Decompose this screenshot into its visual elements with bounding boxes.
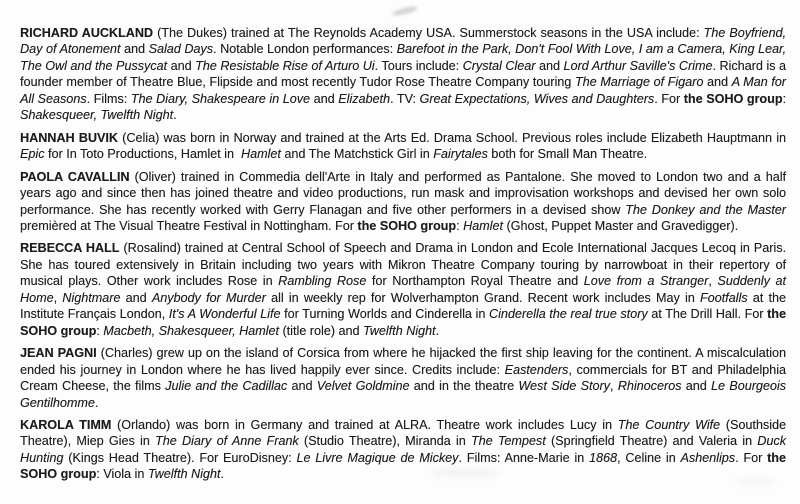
- italic-title-text: Nightmare: [62, 290, 121, 305]
- italic-title-text: Julie and the Cadillac: [165, 379, 288, 394]
- italic-title-text: Duck Hunting: [20, 434, 786, 465]
- italic-title-text: Anybody for Murder: [151, 290, 266, 305]
- body-text: :: [782, 91, 787, 106]
- body-text: and: [310, 91, 339, 106]
- body-text: both for Small Man Theatre.: [487, 147, 648, 162]
- italic-title-text: Le Livre Magique de Mickey: [296, 450, 459, 465]
- body-text: . For: [735, 450, 768, 465]
- italic-title-text: Rhinoceros: [617, 379, 682, 394]
- italic-title-text: Hamlet: [240, 147, 281, 162]
- italic-title-text: The Diary of Anne Frank: [155, 434, 299, 449]
- body-text: , Celine in: [617, 450, 681, 465]
- italic-title-text: Crystal Clear: [462, 58, 536, 73]
- body-text: (Springfield Theatre) and Valeria in: [545, 434, 758, 449]
- body-text: and: [120, 290, 152, 305]
- bold-name-text: the SOHO group: [357, 218, 457, 233]
- body-text: (Kings Head Theatre). For EuroDisney:: [63, 450, 297, 465]
- body-text: ,: [609, 379, 618, 394]
- body-text: (The Dukes) trained at The Reynolds Academy USA. Summerstock seasons in the USA include:: [153, 26, 704, 40]
- bold-name-text: KAROLA TIMM: [20, 417, 112, 432]
- body-text: : Viola in: [96, 467, 148, 482]
- body-text: . Tours include:: [374, 58, 463, 73]
- italic-title-text: Salad Days: [148, 42, 214, 57]
- bold-name-text: REBECCA HALL: [20, 241, 120, 256]
- body-text: . TV:: [390, 91, 420, 106]
- body-text: (Studio Theatre), Miranda in: [298, 434, 471, 449]
- italic-title-text: Suddenly at Home: [20, 274, 786, 305]
- bio-paragraph-richard-auckland: [20, 25, 786, 124]
- italic-title-text: 1868: [589, 450, 618, 465]
- italic-title-text: West Side Story: [518, 379, 610, 394]
- body-text: all in weekly rep for Wolverhampton Grand. Recent work includes May in: [265, 290, 700, 305]
- bio-paragraph-karola-timm: [20, 417, 786, 483]
- italic-title-text: Barefoot in the Park, Don't Fool With Love, I am a Camera, King Lear, The Owl and the Pussycat: [20, 42, 787, 73]
- body-text: and: [703, 75, 732, 90]
- body-text: (Ghost, Puppet Master and Gravedigger).: [502, 218, 739, 233]
- italic-title-text: The Marriage of Figaro: [574, 75, 704, 90]
- body-text: (Oliver) trained in Commedia dell'Arte in Italy and performed as Pantalone. She moved to London two and a half years ago and since then has joined theatre and video productions, run mask and improvisation workshops and devised her own solo performance. She has recently worked with Gerry Flanagan and five other performers in a devised show: [20, 169, 787, 217]
- italic-title-text: Elizabeth: [338, 91, 391, 106]
- italic-title-text: Fairytales: [433, 147, 488, 162]
- bold-name-text: RICHARD AUCKLAND: [20, 26, 154, 40]
- italic-title-text: Hamlet: [463, 218, 503, 233]
- body-text: at the Institute Français London,: [20, 290, 786, 322]
- body-text: and: [120, 42, 149, 57]
- body-text: ,: [708, 274, 718, 289]
- italic-title-text: The Diary, Shakespeare in Love: [130, 91, 311, 106]
- body-text: and The Matchstick Girl in: [280, 147, 434, 162]
- body-text: .: [220, 467, 224, 482]
- bold-name-text: JEAN PAGNI: [20, 346, 97, 361]
- bio-paragraph-jean-pagni: [20, 345, 786, 411]
- italic-title-text: Velvet Goldmine: [316, 379, 410, 394]
- body-text: for Northampton Royal Theatre and: [366, 274, 584, 289]
- body-text: . Richard is a founder member of Theatre Blue, Flipside and most recently Tudor Rose Theatre Company touring: [20, 58, 786, 90]
- bold-name-text: HANNAH BUVIK: [20, 130, 118, 145]
- body-text: for In Toto Productions, Hamlet in: [44, 147, 241, 162]
- bold-name-text: the SOHO group: [20, 450, 786, 482]
- body-text: (Southside Theatre), Miep Gies in: [20, 417, 787, 449]
- body-text: at The Drill Hall. For: [647, 307, 768, 322]
- body-text: .: [435, 323, 440, 338]
- body-text: . Films:: [86, 91, 131, 106]
- italic-title-text: Macbeth, Shakesqueer, Hamlet: [103, 323, 279, 338]
- body-text: .: [94, 395, 99, 410]
- body-text: (Orlando) was born in Germany and trained at ALRA. Theatre work includes Lucy in: [111, 417, 618, 432]
- italic-title-text: Twelfth Night: [147, 467, 221, 482]
- body-text: . For: [654, 91, 684, 106]
- scan-smudge-top: [392, 5, 419, 17]
- bio-paragraph-hannah-buvik: [20, 130, 786, 163]
- body-text: and: [681, 379, 712, 394]
- body-text: :: [96, 323, 104, 338]
- body-text: ,: [53, 290, 63, 305]
- body-text: (Rosalind) trained at Central School of Speech and Drama in London and Ecole International Jacques Lecoq in Paris. She has toured extensively in Britain including two years with Mikron Theatre Company touring by narrowboat in their repertory of musical plays. Other work includes Rose in: [20, 241, 786, 289]
- italic-title-text: It's A Wonderful Life: [168, 307, 281, 322]
- italic-title-text: The Boyfriend, Day of Atonement: [20, 26, 787, 57]
- bio-paragraph-rebecca-hall: [20, 240, 786, 339]
- bold-name-text: the SOHO group: [683, 91, 783, 106]
- italic-title-text: The Donkey and the Master: [625, 202, 786, 217]
- body-text: . Notable London performances:: [213, 42, 397, 57]
- italic-title-text: The Tempest: [470, 434, 546, 449]
- italic-title-text: Twelfth Night: [362, 323, 436, 338]
- bio-paragraph-paola-cavallin: [20, 169, 786, 235]
- italic-title-text: Shakesqueer, Twelfth Night: [20, 108, 174, 123]
- body-text: and: [167, 58, 196, 73]
- italic-title-text: Rambling Rose: [278, 274, 367, 289]
- body-text: .: [173, 108, 177, 123]
- body-text: , commercials for BT and Philadelphia Cream Cheese, the films: [20, 362, 786, 394]
- body-text: (Charles) grew up on the island of Corsica from where he hijacked the first ship leaving for the continent. A miscalculation ended his journey in London where he has lived happily ever since. Credits include:: [20, 346, 786, 377]
- italic-title-text: Ashenlips: [680, 450, 736, 465]
- bold-name-text: PAOLA CAVALLIN: [20, 169, 130, 184]
- italic-title-text: The Resistable Rise of Arturo Ui: [195, 58, 375, 73]
- bio-paragraphs: [20, 25, 786, 483]
- body-text: . Films: Anne-Marie in: [458, 450, 589, 465]
- italic-title-text: Cinderella the real true story: [488, 307, 648, 322]
- body-text: premièred at The Visual Theatre Festival in Nottingham. For: [20, 218, 358, 233]
- italic-title-text: Eastenders: [504, 362, 569, 377]
- body-text: and in the theatre: [409, 379, 519, 394]
- body-text: (title role) and: [278, 323, 363, 338]
- body-text: and: [287, 379, 317, 394]
- italic-title-text: Great Expectations, Wives and Daughters: [419, 91, 655, 106]
- italic-title-text: The Country Wife: [617, 417, 721, 432]
- italic-title-text: A Man for All Seasons: [20, 75, 786, 106]
- body-text: (Celia) was born in Norway and trained at the Arts Ed. Drama School. Previous roles include Elizabeth Hauptmann in: [117, 130, 786, 145]
- body-text: :: [456, 218, 464, 233]
- italic-title-text: Lord Arthur Saville's Crime: [563, 58, 713, 73]
- italic-title-text: Footfalls: [699, 290, 748, 305]
- body-text: for Turning Worlds and Cinderella in: [280, 307, 489, 322]
- italic-title-text: Le Bourgeois Gentilhomme: [20, 379, 787, 410]
- italic-title-text: Epic: [20, 147, 45, 162]
- bold-name-text: the SOHO group: [20, 307, 786, 338]
- body-text: and: [535, 58, 564, 73]
- italic-title-text: Love from a Stranger: [583, 274, 709, 289]
